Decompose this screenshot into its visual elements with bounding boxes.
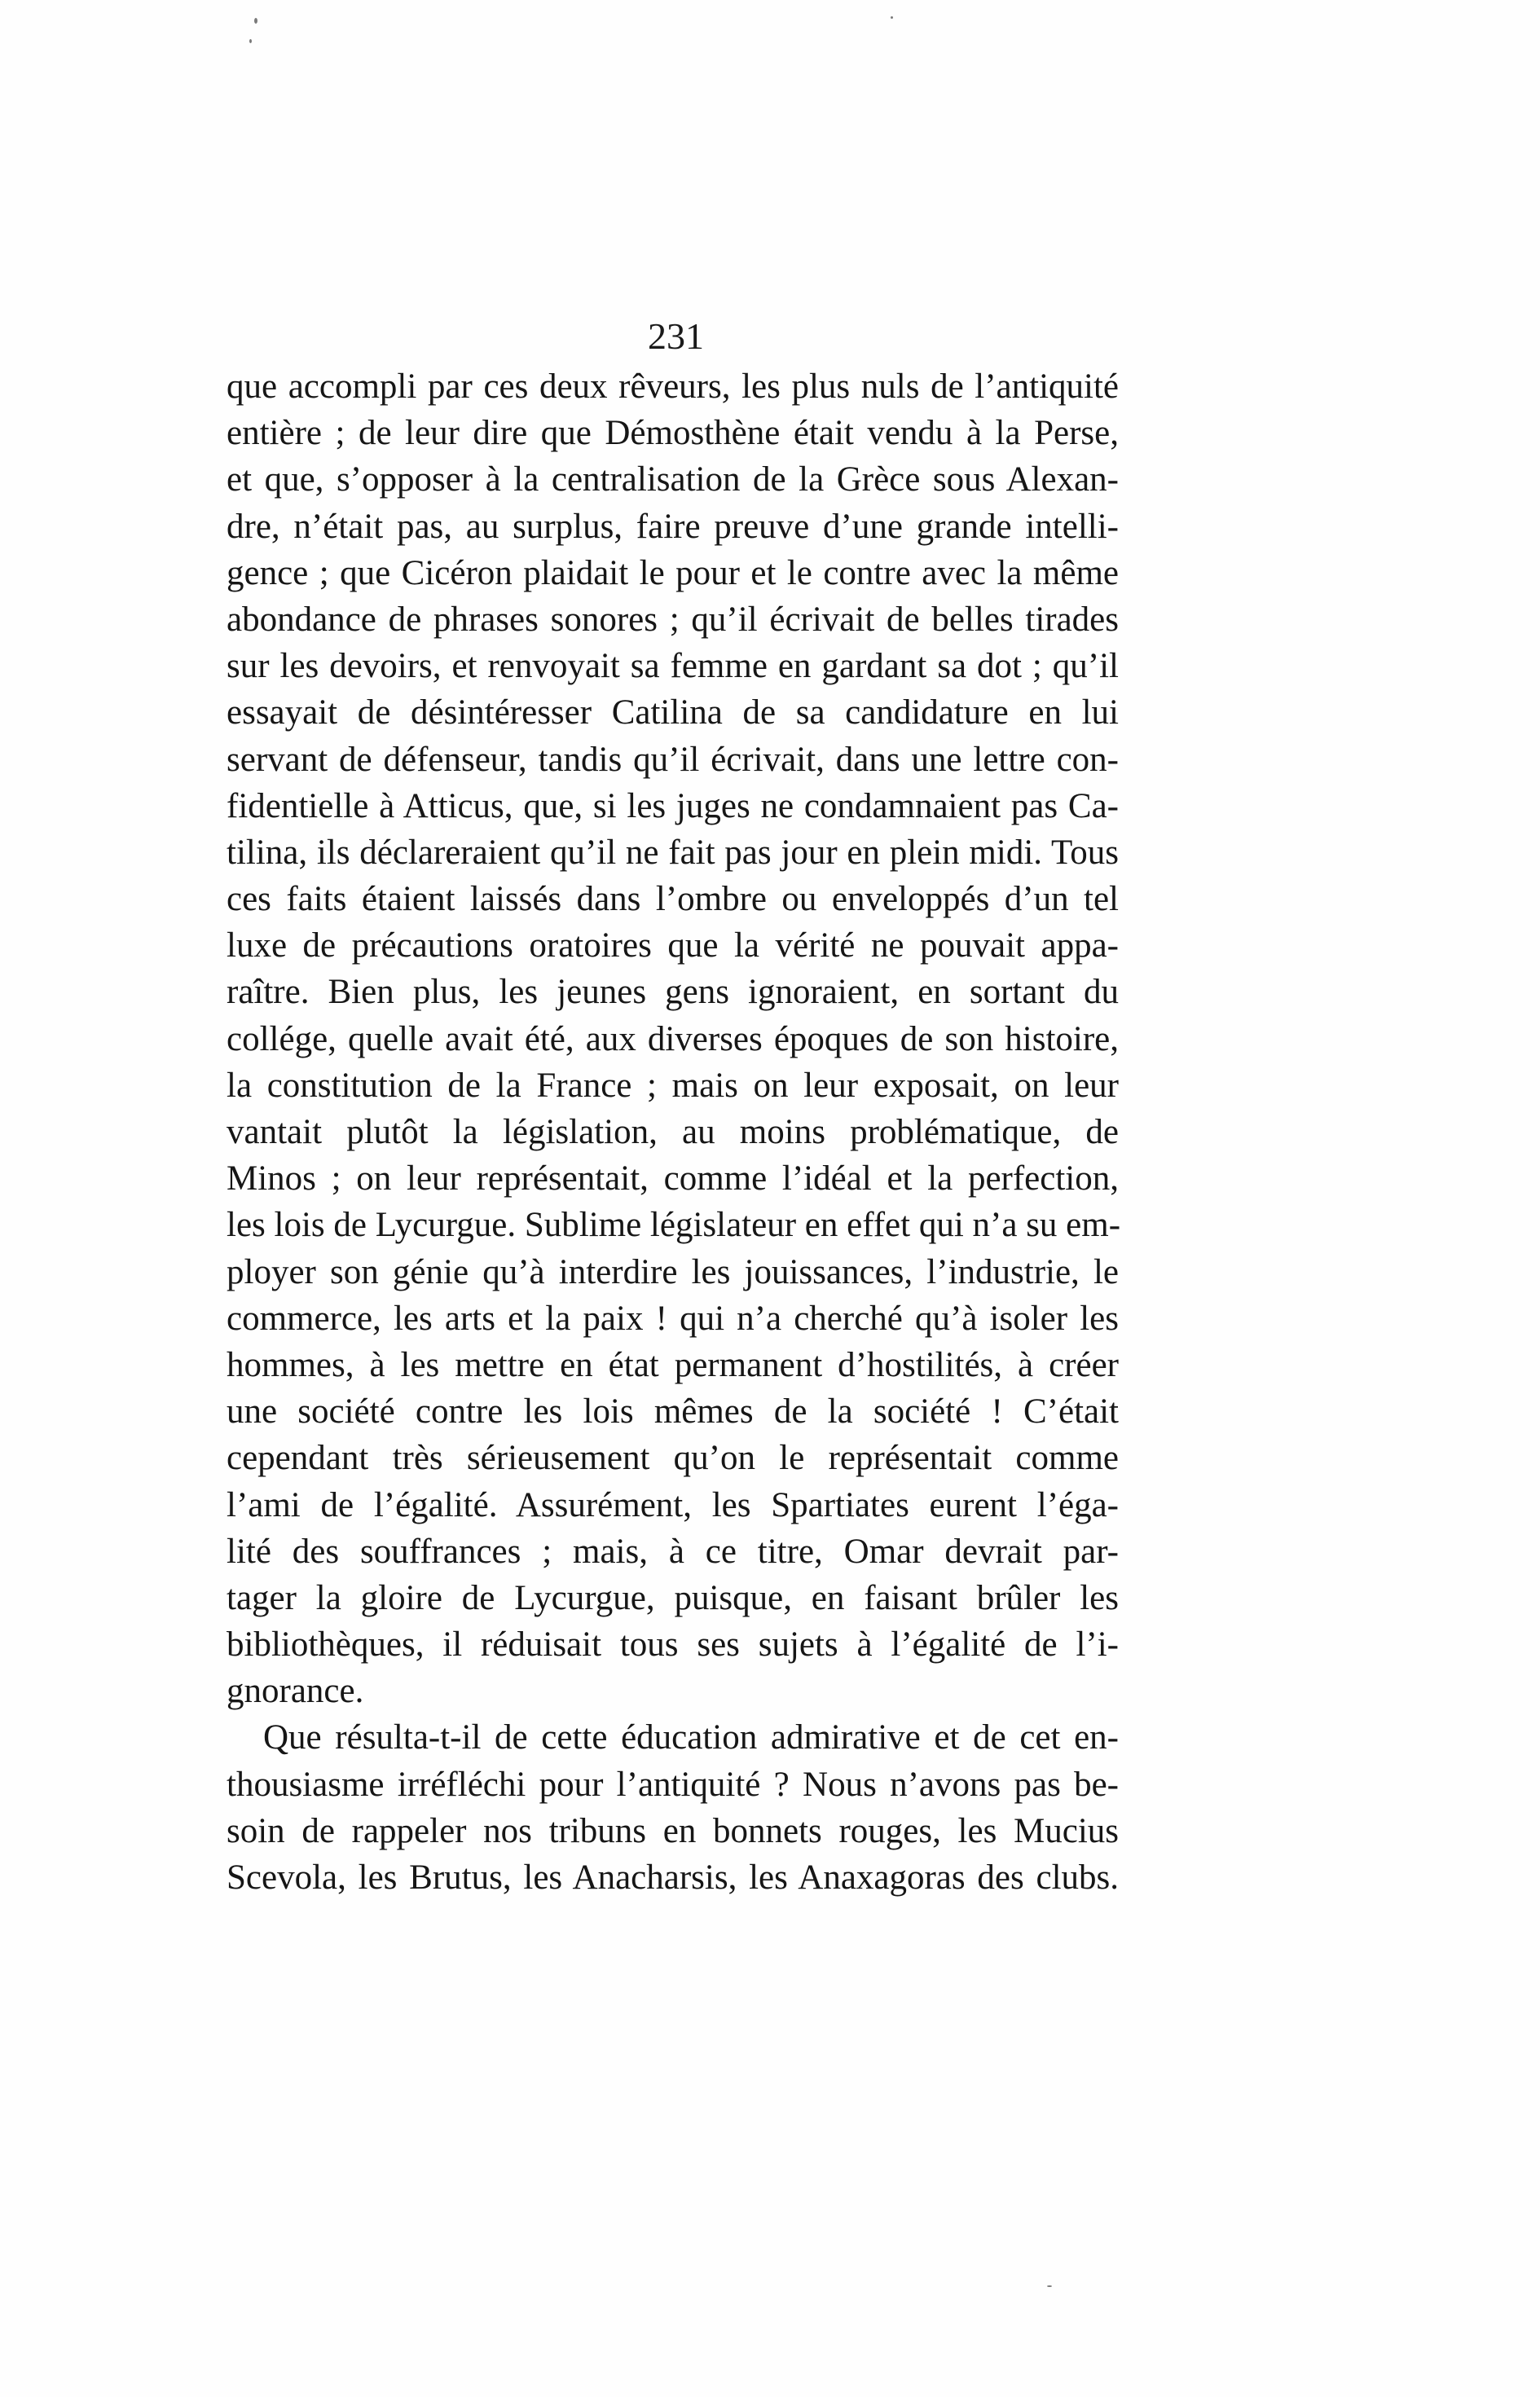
text-line: sur les devoirs, et renvoyait sa femme en gardant sa dot ; qu’il [227, 647, 1119, 686]
page-number: 231 [648, 315, 704, 357]
text-line: lité des souffrances ; mais, à ce titre, Omar devrait par- [227, 1532, 1119, 1571]
text-line: fidentielle à Atticus, que, si les juges ne condamnaient pas Ca- [227, 786, 1119, 825]
text-line: les lois de Lycurgue. Sublime législateur en effet qui n’a su em- [227, 1206, 1121, 1245]
paper-speck [1047, 2285, 1052, 2287]
text-line: raître. Bien plus, les jeunes gens ignoraient, en sortant du [227, 973, 1119, 1012]
text-line: soin de rappeler nos tribuns en bonnets rouges, les Mucius [227, 1811, 1119, 1850]
text-line: Que résulta-t-il de cette éducation admirative et de cet en- [263, 1718, 1119, 1757]
text-line: vantait plutôt la législation, au moins problématique, de [227, 1113, 1119, 1151]
text-line: une société contre les lois mêmes de la société ! C’était [227, 1392, 1119, 1432]
text-line: hommes, à les mettre en état permanent d’hostilités, à créer [227, 1345, 1119, 1384]
text-line: luxe de précautions oratoires que la vérité ne pouvait appa- [227, 926, 1119, 965]
text-line: Scevola, les Brutus, les Anacharsis, les Anaxagoras des clubs. [227, 1858, 1119, 1897]
paper-speck [891, 16, 893, 19]
text-line: servant de défenseur, tandis qu’il écrivait, dans une lettre con- [227, 740, 1119, 779]
text-line: que accompli par ces deux rêveurs, les plus nuls de l’antiquité [227, 367, 1119, 406]
text-line: cependant très sérieusement qu’on le représentait comme [227, 1439, 1119, 1478]
text-line: tager la gloire de Lycurgue, puisque, en faisant brûler les [227, 1578, 1119, 1617]
text-line: collége, quelle avait été, aux diverses époques de son histoire, [227, 1019, 1119, 1058]
paper-speck [254, 18, 257, 24]
text-line: tilina, ils déclareraient qu’il ne fait pas jour en plein midi. Tous [227, 833, 1119, 872]
text-line: commerce, les arts et la paix ! qui n’a cherché qu’à isoler les [227, 1299, 1119, 1338]
text-line: la constitution de la France ; mais on leur exposait, on leur [227, 1066, 1119, 1105]
text-line: gnorance. [227, 1672, 364, 1711]
text-line: dre, n’était pas, au surplus, faire preuve d’une grande intelli- [227, 507, 1119, 546]
text-line: ployer son génie qu’à interdire les jouissances, l’industrie, le [227, 1252, 1119, 1291]
text-line: essayait de désintéresser Catilina de sa candidature en lui [227, 693, 1119, 732]
text-line: et que, s’opposer à la centralisation de la Grèce sous Alexan- [227, 460, 1119, 499]
text-line: Minos ; on leur représentait, comme l’idéal et la perfection, [227, 1159, 1119, 1198]
text-line: gence ; que Cicéron plaidait le pour et le contre avec la même [227, 553, 1119, 592]
text-line: abondance de phrases sonores ; qu’il écrivait de belles tirades [227, 600, 1119, 639]
text-line: thousiasme irréfléchi pour l’antiquité ? Nous n’avons pas be- [227, 1765, 1119, 1804]
paper-speck [249, 39, 252, 43]
text-line: ces faits étaient laissés dans l’ombre ou enveloppés d’un tel [227, 880, 1119, 919]
text-line: entière ; de leur dire que Démosthène était vendu à la Perse, [227, 414, 1119, 453]
text-line: l’ami de l’égalité. Assurément, les Spartiates eurent l’éga- [227, 1485, 1119, 1524]
text-line: bibliothèques, il réduisait tous ses sujets à l’égalité de l’i- [227, 1625, 1119, 1665]
page-text [227, 363, 1119, 1901]
